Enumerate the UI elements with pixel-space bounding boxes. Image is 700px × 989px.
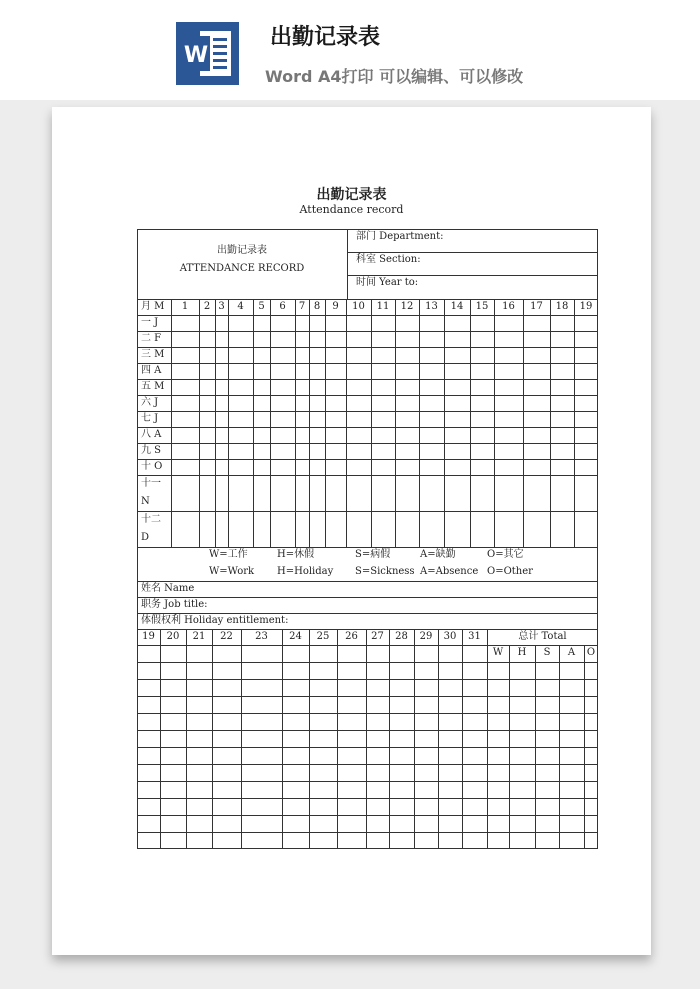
grid-col-line: [325, 299, 326, 547]
day-header: 19: [579, 301, 593, 312]
day-header: 13: [425, 301, 438, 312]
info-row-line: [137, 581, 598, 582]
grid-col-line: [550, 299, 551, 547]
day-header: 4: [237, 301, 244, 312]
month-label: 一 J: [141, 317, 159, 328]
lower-row-line: [137, 815, 598, 816]
day-header: 26: [345, 631, 358, 642]
header-row-line: [347, 252, 598, 253]
document-subtitle: Attendance record: [299, 203, 404, 216]
info-row-line: [137, 629, 598, 630]
day-header: 10: [352, 301, 365, 312]
svg-text:W: W: [183, 43, 209, 68]
grid-row-line: [137, 299, 598, 300]
app-header: [0, 0, 700, 100]
day-header: 1: [181, 301, 189, 312]
grid-row-line: [137, 411, 598, 412]
lower-row-line: [137, 832, 598, 833]
month-label: 十 O: [141, 461, 163, 472]
total-divider: [487, 645, 598, 646]
day-header: 22: [220, 631, 233, 642]
total-col-header: A: [567, 647, 576, 658]
grid-row-line: [137, 331, 598, 332]
block-title-cn: 出勤记录表: [217, 245, 267, 256]
total-header: 总计 Total: [518, 631, 567, 642]
header-row-line: [347, 275, 598, 276]
month-label: 四 A: [141, 365, 162, 376]
month-label: 十二: [141, 514, 161, 525]
day-header: 8: [313, 301, 321, 312]
day-header: 12: [400, 301, 414, 312]
grid-col-line: [494, 299, 495, 547]
month-label: 九 S: [141, 445, 162, 456]
legend-en: O=Other: [487, 566, 533, 577]
day-header: 14: [450, 301, 464, 312]
grid-col-line: [470, 299, 471, 547]
day-header: 25: [316, 631, 330, 642]
lower-row-line: [137, 713, 598, 714]
grid-row-line: [137, 347, 598, 348]
month-label: 十一: [141, 478, 161, 489]
legend-cn: H=休假: [277, 549, 315, 560]
total-col-header: S: [543, 647, 551, 658]
grid-row-line: [137, 459, 598, 460]
month-label: 八 A: [141, 429, 162, 440]
day-header: 20: [166, 631, 180, 642]
day-header: 19: [142, 631, 155, 642]
grid-row-line: [137, 547, 598, 548]
document-title: 出勤记录表: [316, 187, 387, 203]
day-header: 7: [298, 301, 306, 312]
day-header: 31: [468, 631, 481, 642]
lower-row-line: [137, 747, 598, 748]
info-row-line: [137, 613, 598, 614]
header-title: 出勤记录表: [270, 25, 381, 50]
total-col-header: O: [586, 647, 596, 658]
day-header: 18: [555, 301, 569, 312]
legend-en: H=Holiday: [277, 566, 334, 577]
grid-col-line: [574, 299, 575, 547]
grid-col-line: [371, 299, 372, 547]
legend-en: A=Absence: [420, 566, 479, 577]
table-border-top: [137, 229, 598, 230]
day-header: 2: [203, 301, 211, 312]
month-label: 六 J: [141, 397, 159, 408]
grid-row-line: [137, 395, 598, 396]
day-header: 30: [443, 631, 457, 642]
grid-col-line: [228, 299, 229, 547]
legend-en: S=Sickness: [355, 566, 415, 577]
section-label: 科室 Section:: [356, 254, 421, 265]
lower-row-line: [137, 764, 598, 765]
day-header: 23: [255, 631, 268, 642]
legend-cn: W=工作: [209, 549, 248, 560]
month-label: 七 J: [141, 413, 159, 424]
lower-row-line: [137, 696, 598, 697]
name-label: 姓名 Name: [141, 583, 195, 594]
grid-col-line: [346, 299, 347, 547]
day-header: 3: [218, 301, 225, 312]
month-label: D: [141, 532, 150, 543]
month-header: 月 M: [141, 301, 165, 312]
grid-col-line: [444, 299, 445, 547]
day-header: 6: [279, 301, 286, 312]
month-label: 二 F: [141, 333, 162, 344]
lower-row-line: [137, 781, 598, 782]
legend-en: W=Work: [209, 566, 255, 577]
info-row-line: [137, 597, 598, 598]
grid-col-line: [253, 299, 254, 547]
header-divider-vertical: [347, 229, 348, 299]
grid-row-line: [137, 315, 598, 316]
table-border-bottom: [137, 848, 598, 849]
table-border-right: [597, 229, 598, 849]
table-border-left: [137, 229, 138, 849]
header-subtitle: Word A4打印 可以编辑、可以修改: [265, 67, 524, 86]
grid-col-line: [215, 299, 216, 547]
month-label: N: [141, 496, 150, 507]
grid-row-line: [137, 379, 598, 380]
word-icon: [176, 22, 239, 85]
grid-row-line: [137, 443, 598, 444]
total-col-header: W: [492, 647, 504, 658]
day-header: 5: [258, 301, 265, 312]
block-title-en: ATTENDANCE RECORD: [179, 263, 305, 274]
grid-col-line: [523, 299, 524, 547]
day-header: 28: [395, 631, 408, 642]
document-page: [52, 107, 651, 955]
grid-col-line: [419, 299, 420, 547]
attendance-table: [137, 229, 598, 849]
day-header: 11: [376, 301, 390, 312]
grid-row-line: [137, 427, 598, 428]
lower-row-line: [137, 679, 598, 680]
holiday-label: 体假权利 Holiday entitlement:: [141, 615, 289, 626]
lower-row-line: [137, 798, 598, 799]
month-label: 五 M: [141, 381, 165, 392]
day-header: 9: [332, 301, 339, 312]
grid-row-line: [137, 363, 598, 364]
legend-cn: O=其它: [487, 549, 524, 560]
day-header: 29: [419, 631, 433, 642]
grid-col-line: [309, 299, 310, 547]
legend-cn: S=病假: [355, 549, 391, 560]
day-header: 24: [289, 631, 302, 642]
grid-col-line: [395, 299, 396, 547]
grid-col-line: [270, 299, 271, 547]
day-header: 27: [371, 631, 384, 642]
grid-col-line: [295, 299, 296, 547]
department-label: 部门 Department:: [356, 231, 444, 242]
grid-row-line: [137, 511, 598, 512]
lower-row-line: [137, 662, 598, 663]
legend-cn: A=缺勤: [420, 549, 456, 560]
lower-row-line: [137, 645, 487, 646]
total-col-header: H: [517, 647, 527, 658]
day-header: 15: [475, 301, 489, 312]
year-label: 时间 Year to:: [356, 277, 419, 288]
day-header: 21: [192, 631, 206, 642]
grid-col-line: [171, 299, 172, 547]
day-header: 17: [530, 301, 543, 312]
grid-row-line: [137, 475, 598, 476]
month-label: 三 M: [141, 349, 165, 360]
day-header: 16: [502, 301, 515, 312]
lower-row-line: [137, 730, 598, 731]
grid-col-line: [199, 299, 200, 547]
job-title-label: 职务 Job title:: [141, 599, 208, 610]
